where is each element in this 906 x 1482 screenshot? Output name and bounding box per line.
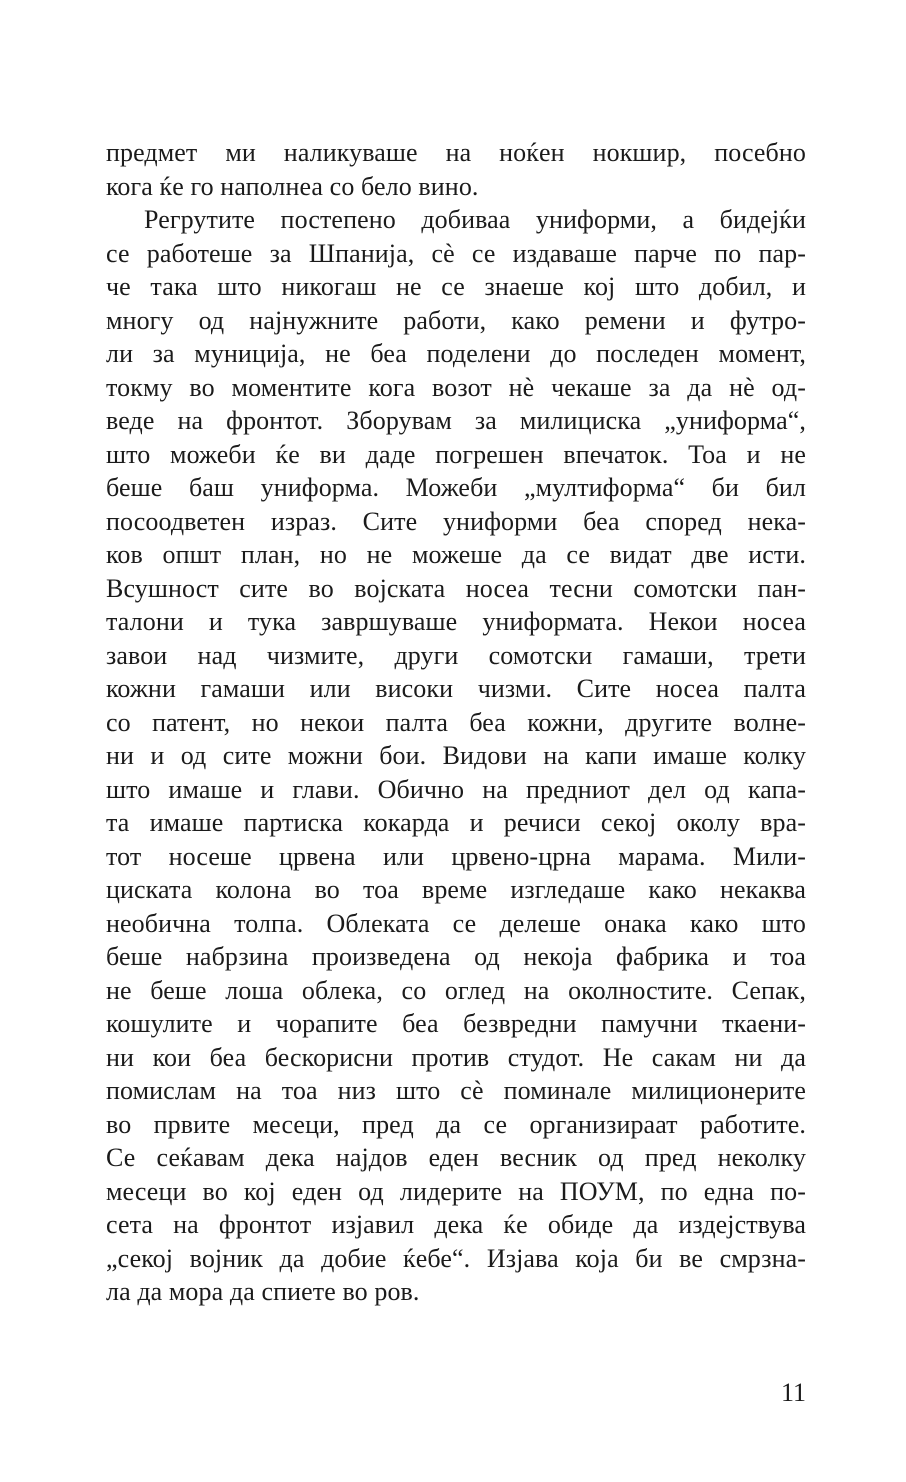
text-line: че така што никогаш не се знаеше кој што добил, и	[106, 272, 806, 301]
text-line: ни и од сите можни бои. Видови на капи имаше колку	[106, 741, 806, 770]
text-line: што имаше и глави. Обично на предниот дел од капа-	[106, 774, 806, 804]
text-line: токму во моментите кога возот нè чекаше за да нè од-	[106, 372, 806, 402]
text-line: беше набрзина произведена од некоја фабрика и тоа	[106, 942, 806, 971]
text-line: необична толпа. Облеката се делеше онака како што	[106, 908, 806, 938]
text-line: многу од најнужните работи, како ремени и футро-	[106, 305, 806, 335]
text-line: што можеби ќе ви даде погрешен впечаток. Тоа и не	[106, 439, 806, 469]
text-line: кошулите и чорапите беа безвредни памучни ткаени-	[106, 1009, 806, 1038]
text-line: ла да мора да спиете во ров.	[106, 1277, 420, 1306]
text-line: во првите месеци, пред да се организираат работите.	[106, 1109, 806, 1139]
text-line: месеци во кој еден од лидерите на ПОУМ, по една по-	[106, 1176, 806, 1206]
text-line: веде на фронтот. Зборувам за милициска „униформа“,	[106, 406, 806, 435]
text-line: ков општ план, но не можеше да се видат две исти.	[106, 540, 806, 569]
text-line: предмет ми наликуваше на ноќен нокшир, посебно	[106, 138, 806, 167]
text-line: не беше лоша облека, со оглед на околностите. Сепак,	[106, 975, 806, 1005]
text-line: циската колона во тоа време изгледаше како некаква	[106, 875, 806, 904]
text-line: ли за муниција, не беа поделени до последен момент,	[106, 339, 806, 368]
text-line: со патент, но некои палта беа кожни, другите волне-	[106, 707, 806, 737]
text-line: кога ќе го наполнеа со бело вино.	[106, 171, 479, 201]
text-line: та имаше партиска кокарда и речиси секој околу вра-	[106, 808, 806, 837]
text-line: се работеше за Шпанија, сè се издаваше парче по пар-	[106, 238, 806, 268]
text-line: сета на фронтот изјавил дека ќе обиде да издејствува	[106, 1210, 806, 1239]
text-line: Всушност сите во војската носеа тесни сомотски пан-	[106, 573, 806, 603]
text-line: помислам на тоа низ што сè поминале милиционерите	[106, 1076, 806, 1105]
text-line: беше баш униформа. Можеби „мултиформа“ би бил	[106, 473, 806, 502]
text-line: ни кои беа бескорисни против студот. Не сакам ни да	[106, 1042, 806, 1072]
text-block	[106, 136, 806, 1309]
text-line: Регрутите постепено добиваа униформи, а бидејќи	[144, 205, 806, 234]
page-number: 11	[780, 1378, 806, 1407]
text-line: тот носеше црвена или црвено-црна марама. Мили-	[106, 841, 806, 871]
text-line: талони и тука завршуваше униформата. Некои носеа	[106, 607, 806, 636]
text-line: Се сеќавам дека најдов еден весник од пред неколку	[106, 1143, 806, 1172]
text-line: завои над чизмите, други сомотски гамаши, трети	[106, 640, 806, 670]
text-line: кожни гамаши или високи чизми. Сите носеа палта	[106, 674, 806, 703]
text-line: посоодветен израз. Сите униформи беа според нека-	[106, 506, 806, 536]
text-line: „секој војник да добие ќебе“. Изјава која би ве смрзна-	[106, 1243, 806, 1273]
